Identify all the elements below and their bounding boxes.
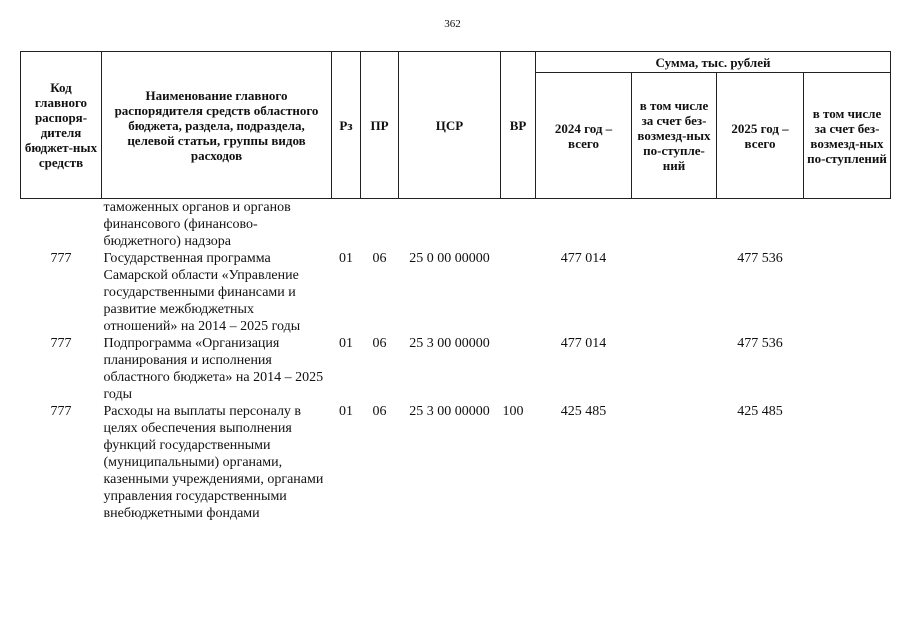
cell-rz: 01	[339, 336, 353, 351]
table-header	[21, 52, 891, 199]
cell-vr: 100	[502, 404, 524, 419]
cell-2025-total: 425 485	[737, 404, 783, 419]
cell-2024-total: 477 014	[560, 251, 607, 266]
table-row	[21, 199, 891, 251]
header-name: Наименование главного распорядителя средств областного бюджета, раздела, подраздела, целевой статьи, группы видов расходов	[102, 52, 332, 199]
cell-2024-grants	[632, 199, 717, 251]
cell-code: 777	[50, 251, 72, 266]
cell-pr: 06	[372, 404, 387, 419]
cell-csr	[399, 199, 501, 251]
cell-pr	[361, 199, 399, 251]
header-pr: ПР	[361, 52, 399, 199]
cell-code: 777	[50, 404, 72, 419]
cell-2024-grants	[632, 335, 717, 403]
header-2025-total: 2025 год – всего	[717, 73, 804, 199]
header-2025-grants: в том числе за счет без-возмезд-ных по-ступлений	[804, 73, 891, 199]
cell-2025-grants	[804, 335, 891, 403]
cell-csr: 25 3 00 00000	[409, 336, 490, 351]
cell-vr	[501, 250, 536, 335]
cell-csr: 25 0 00 00000	[409, 251, 490, 266]
header-csr: ЦСР	[399, 52, 501, 199]
cell-2024-total: 425 485	[560, 404, 607, 419]
cell-vr	[501, 199, 536, 251]
table-row	[21, 403, 891, 522]
cell-vr	[501, 335, 536, 403]
table-row	[21, 250, 891, 335]
cell-name: Государственная программа Самарской области «Управление государственными финансами и развитие межбюджетных отношений» на 2014 – 2025 годы	[103, 251, 301, 334]
table-body	[21, 199, 891, 523]
cell-2025-total	[717, 199, 804, 251]
header-rz: Рз	[332, 52, 361, 199]
cell-name: Подпрограмма «Организация планирования и исполнения областного бюджета» на 2014 – 2025 годы	[103, 336, 324, 402]
header-2024-total: 2024 год – всего	[536, 73, 632, 199]
cell-2025-total: 477 536	[737, 336, 783, 351]
cell-2025-total: 477 536	[737, 251, 783, 266]
budget-table	[20, 51, 891, 522]
cell-2024-total	[536, 199, 632, 251]
table-row	[21, 335, 891, 403]
cell-pr: 06	[372, 336, 387, 351]
cell-2025-grants	[804, 403, 891, 522]
cell-2025-grants	[804, 199, 891, 251]
header-sum: Сумма, тыс. рублей	[536, 52, 891, 73]
cell-name: Расходы на выплаты персоналу в целях обеспечения выполнения функций государственными (муниципальными) органами, казенными учреждениями, органами управления государственными внебюджетными фондами	[103, 404, 324, 521]
cell-csr: 25 3 00 00000	[409, 404, 490, 419]
cell-name: таможенных органов и органов финансового (финансово-бюджетного) надзора	[103, 200, 291, 249]
cell-code	[21, 199, 102, 251]
cell-rz: 01	[339, 251, 353, 266]
header-2024-grants: в том числе за счет без-возмезд-ных по-ступле-ний	[632, 73, 717, 199]
cell-pr: 06	[372, 251, 387, 266]
cell-code: 777	[50, 336, 72, 351]
page-number: 362	[444, 18, 461, 30]
header-code: Код главного распоря-дителя бюджет-ных средств	[21, 52, 102, 199]
cell-2024-grants	[632, 403, 717, 522]
cell-2024-grants	[632, 250, 717, 335]
header-vr: ВР	[501, 52, 536, 199]
cell-2024-total: 477 014	[560, 336, 607, 351]
cell-2025-grants	[804, 250, 891, 335]
cell-rz	[332, 199, 361, 251]
cell-rz: 01	[339, 404, 353, 419]
